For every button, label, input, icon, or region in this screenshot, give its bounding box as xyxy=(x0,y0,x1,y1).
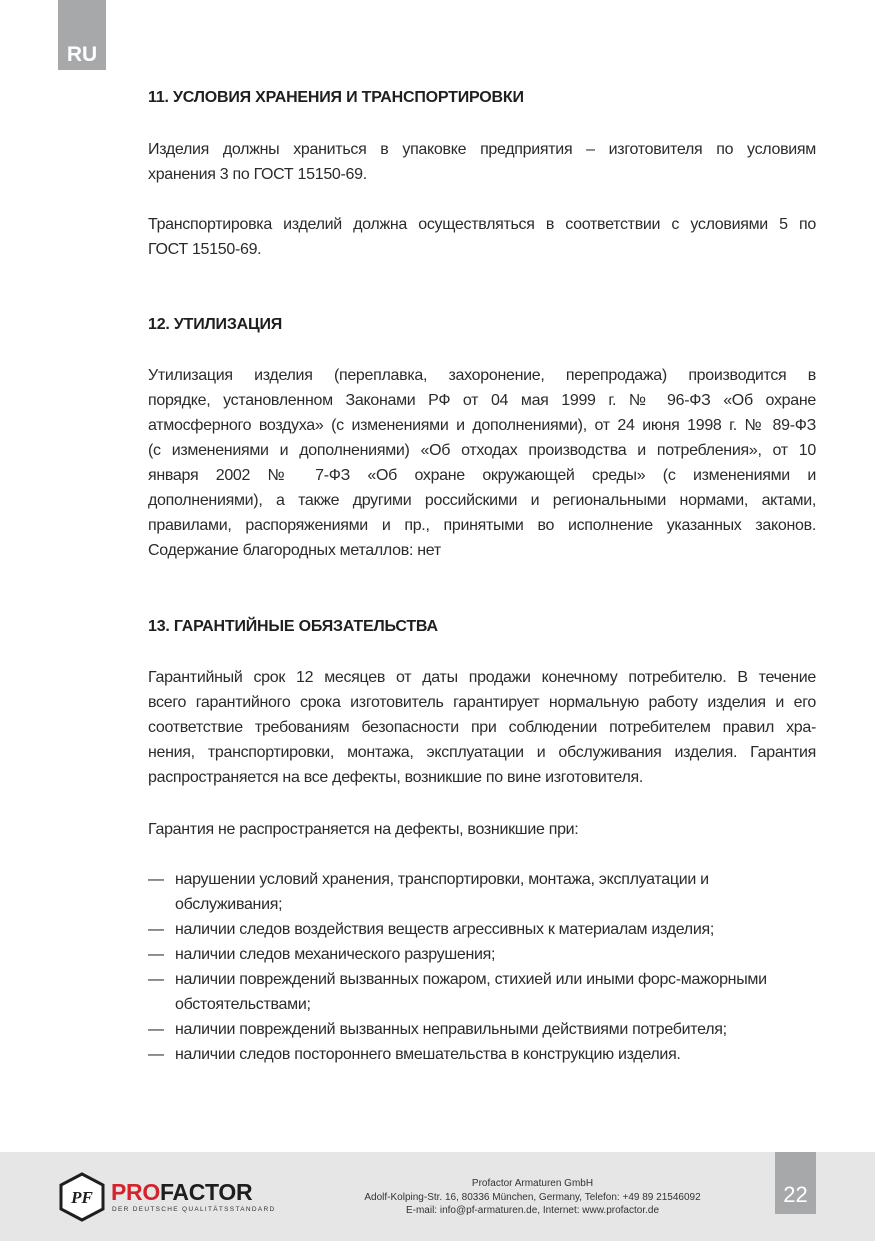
dash-bullet: — xyxy=(148,946,164,963)
text-line: Содержание благородных металлов: нет xyxy=(148,542,441,559)
dash-bullet: — xyxy=(148,1046,164,1063)
text-line: атмосферного воздуха» (с изменениями и дополнениями), от 24 июня 1998 г. № 89-ФЗ xyxy=(148,417,816,434)
company-contacts: E-mail: info@pf-armaturen.de, Internet: www.profactor.de xyxy=(405,1205,660,1216)
list-item xyxy=(148,917,816,942)
company-info xyxy=(330,1177,735,1218)
list-item-line: наличии повреждений вызванных пожаром, стихией или иными форс-мажорными xyxy=(175,971,767,988)
text-line: (с изменениями и дополнениями) «Об отходах производства и потребления», от 10 xyxy=(148,442,816,459)
section-11-title: 11. УСЛОВИЯ ХРАНЕНИЯ И ТРАНСПОРТИРОВКИ xyxy=(148,89,524,106)
text-line: Гарантийный срок 12 месяцев от даты продажи конечному потребителю. В течение xyxy=(148,669,816,686)
profactor-logo-icon xyxy=(58,1172,106,1222)
dash-bullet: — xyxy=(148,1021,164,1038)
section-13-paragraph-2 xyxy=(148,817,816,842)
company-address: Adolf-Kolping-Str. 16, 80336 München, Germany, Telefon: +49 89 21546092 xyxy=(364,1191,701,1203)
list-item xyxy=(148,942,816,967)
text-line: хранения 3 по ГОСТ 15150-69. xyxy=(148,166,367,183)
text-line: порядке, установленном Законами РФ от 04 мая 1999 г. № 96-ФЗ «Об охране xyxy=(148,392,816,409)
text-line: января 2002 № 7-ФЗ «Об охране окружающей среды» (с изменениями и xyxy=(148,467,816,484)
section-11-paragraph-2 xyxy=(148,212,816,262)
text-line: распространяется на все дефекты, возникшие по вине изготовителя. xyxy=(148,769,643,786)
brand-pro: PRO xyxy=(111,1179,160,1205)
list-item xyxy=(148,867,816,917)
text-line: правилами, распоряжениями и пр., принятыми во исполнение указанных законов. xyxy=(148,517,816,534)
text-line: дополнениями), а также другими российскими и региональными нормами, актами, xyxy=(148,492,816,509)
section-12-title: 12. УТИЛИЗАЦИЯ xyxy=(148,316,283,333)
list-item-line: обстоятельствами; xyxy=(175,996,311,1013)
brand-tagline: DER DEUTSCHE QUALITÄTSSTANDARD xyxy=(112,1206,276,1213)
dash-bullet: — xyxy=(148,921,164,938)
list-item-line: наличии следов постороннего вмешательства в конструкцию изделия. xyxy=(175,1046,681,1063)
text-line: всего гарантийного срока изготовитель гарантирует нормальную работу изделия и его xyxy=(148,694,816,711)
list-item-line: наличии следов воздействия веществ агрессивных к материалам изделия; xyxy=(175,921,714,938)
text-line: Изделия должны храниться в упаковке предприятия – изготовителя по условиям xyxy=(148,141,816,158)
dash-bullet: — xyxy=(148,871,164,888)
list-item xyxy=(148,1017,816,1042)
dash-bullet: — xyxy=(148,971,164,988)
page-number: 22 xyxy=(775,1152,816,1214)
section-12-paragraph-1 xyxy=(148,363,816,563)
text-line: Гарантия не распространяется на дефекты, возникшие при: xyxy=(148,821,579,838)
section-13-title: 13. ГАРАНТИЙНЫЕ ОБЯЗАТЕЛЬСТВА xyxy=(148,618,438,635)
brand-factor: FACTOR xyxy=(159,1179,253,1205)
list-item-line: наличии повреждений вызванных неправильными действиями потребителя; xyxy=(175,1021,727,1038)
brand-wordmark xyxy=(111,1180,252,1204)
language-tab: RU xyxy=(58,0,106,70)
list-item-line: нарушении условий хранения, транспортировки, монтажа, эксплуатации и xyxy=(175,871,709,888)
section-11-paragraph-1 xyxy=(148,137,816,187)
warranty-exclusions-list xyxy=(148,867,816,1067)
logo-letters: PF xyxy=(71,1188,93,1207)
list-item-line: обслуживания; xyxy=(175,896,283,913)
section-13-paragraph-1 xyxy=(148,665,816,790)
list-item xyxy=(148,1042,816,1067)
list-item-line: наличии следов механического разрушения; xyxy=(175,946,496,963)
text-line: Транспортировка изделий должна осуществляться в соответствии с условиями 5 по xyxy=(148,216,816,233)
text-line: ГОСТ 15150-69. xyxy=(148,241,262,258)
text-line: Утилизация изделия (переплавка, захоронение, перепродажа) производится в xyxy=(148,367,816,384)
company-name: Profactor Armaturen GmbH xyxy=(471,1178,594,1189)
text-line: соответствие требованиям безопасности при соблюдении потребителем правил хра- xyxy=(148,719,816,736)
list-item xyxy=(148,967,816,1017)
text-line: нения, транспортировки, монтажа, эксплуатации и обслуживания изделия. Гарантия xyxy=(148,744,816,761)
